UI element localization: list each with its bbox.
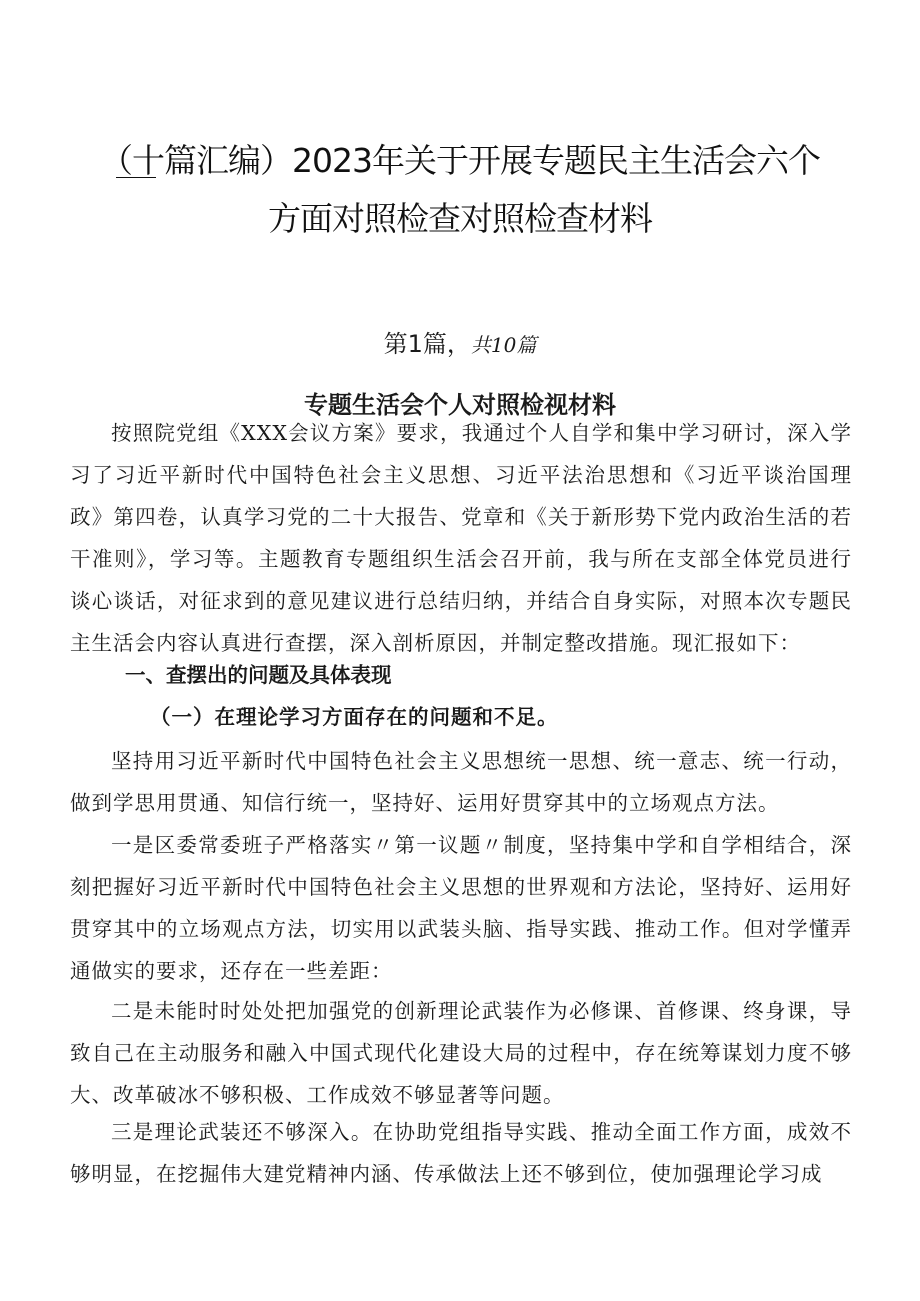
document-title-line-1: （十篇汇编）2023年关于开展专题民主生活会六个 [100, 141, 820, 180]
article-title: 专题生活会个人对照检视材料 [304, 390, 616, 419]
article-number [0, 332, 920, 356]
document-title-line-2: 方面对照检查对照检查材料 [268, 199, 652, 238]
paragraph-principle: 坚持用习近平新时代中国特色社会主义思想统一思想、统一意志、统一行动，做到学思用贯通、知信行统一，坚持好、运用好贯穿其中的立场观点方法。 [70, 749, 852, 815]
section-heading: 一、查摆出的问题及具体表现 [125, 663, 392, 687]
article-total: 共10篇 [470, 333, 537, 357]
paragraph-point-one: 一是区委常委班子严格落实〃第一议题〃制度，坚持集中学和自学相结合，深刻把握好习近平新时代中国特色社会主义思想的世界观和方法论，坚持好、运用好贯穿其中的立场观点方法，切实用以武装头脑、指导实践、推动工作。但对学懂弄通做实的要求，还存在一些差距： [70, 833, 852, 983]
paragraph-point-three: 三是理论武装还不够深入。在协助党组指导实践、推动全面工作方面，成效不够明显，在挖掘伟大建党精神内涵、传承做法上还不够到位，使加强理论学习成 [70, 1120, 852, 1186]
paragraph-point-two: 二是未能时时处处把加强党的创新理论武装作为必修课、首修课、终身课，导致自己在主动服务和融入中国式现代化建设大局的过程中，存在统筹谋划力度不够大、改革破冰不够积极、工作成效不够显著等问题。 [70, 999, 852, 1107]
sub-heading: （一）在理论学习方面存在的问题和不足。 [150, 705, 559, 729]
paragraph-intro: 按照院党组《XXX会议方案》要求，我通过个人自学和集中学习研讨，深入学习了习近平新时代中国特色社会主义思想、习近平法治思想和《习近平谈治国理政》第四卷，认真学习党的二十大报告、党章和《关于新形势下党内政治生活的若干准则》，学习等。主题教育专题组织生活会召开前，我与所在支部全体党员进行谈心谈话，对征求到的意见建议进行总结归纳，并结合自身实际，对照本次专题民主生活会内容认真进行查摆，深入剖析原因，并制定整改措施。现汇报如下： [70, 421, 852, 655]
article-number-label: 第1篇， [383, 330, 471, 358]
